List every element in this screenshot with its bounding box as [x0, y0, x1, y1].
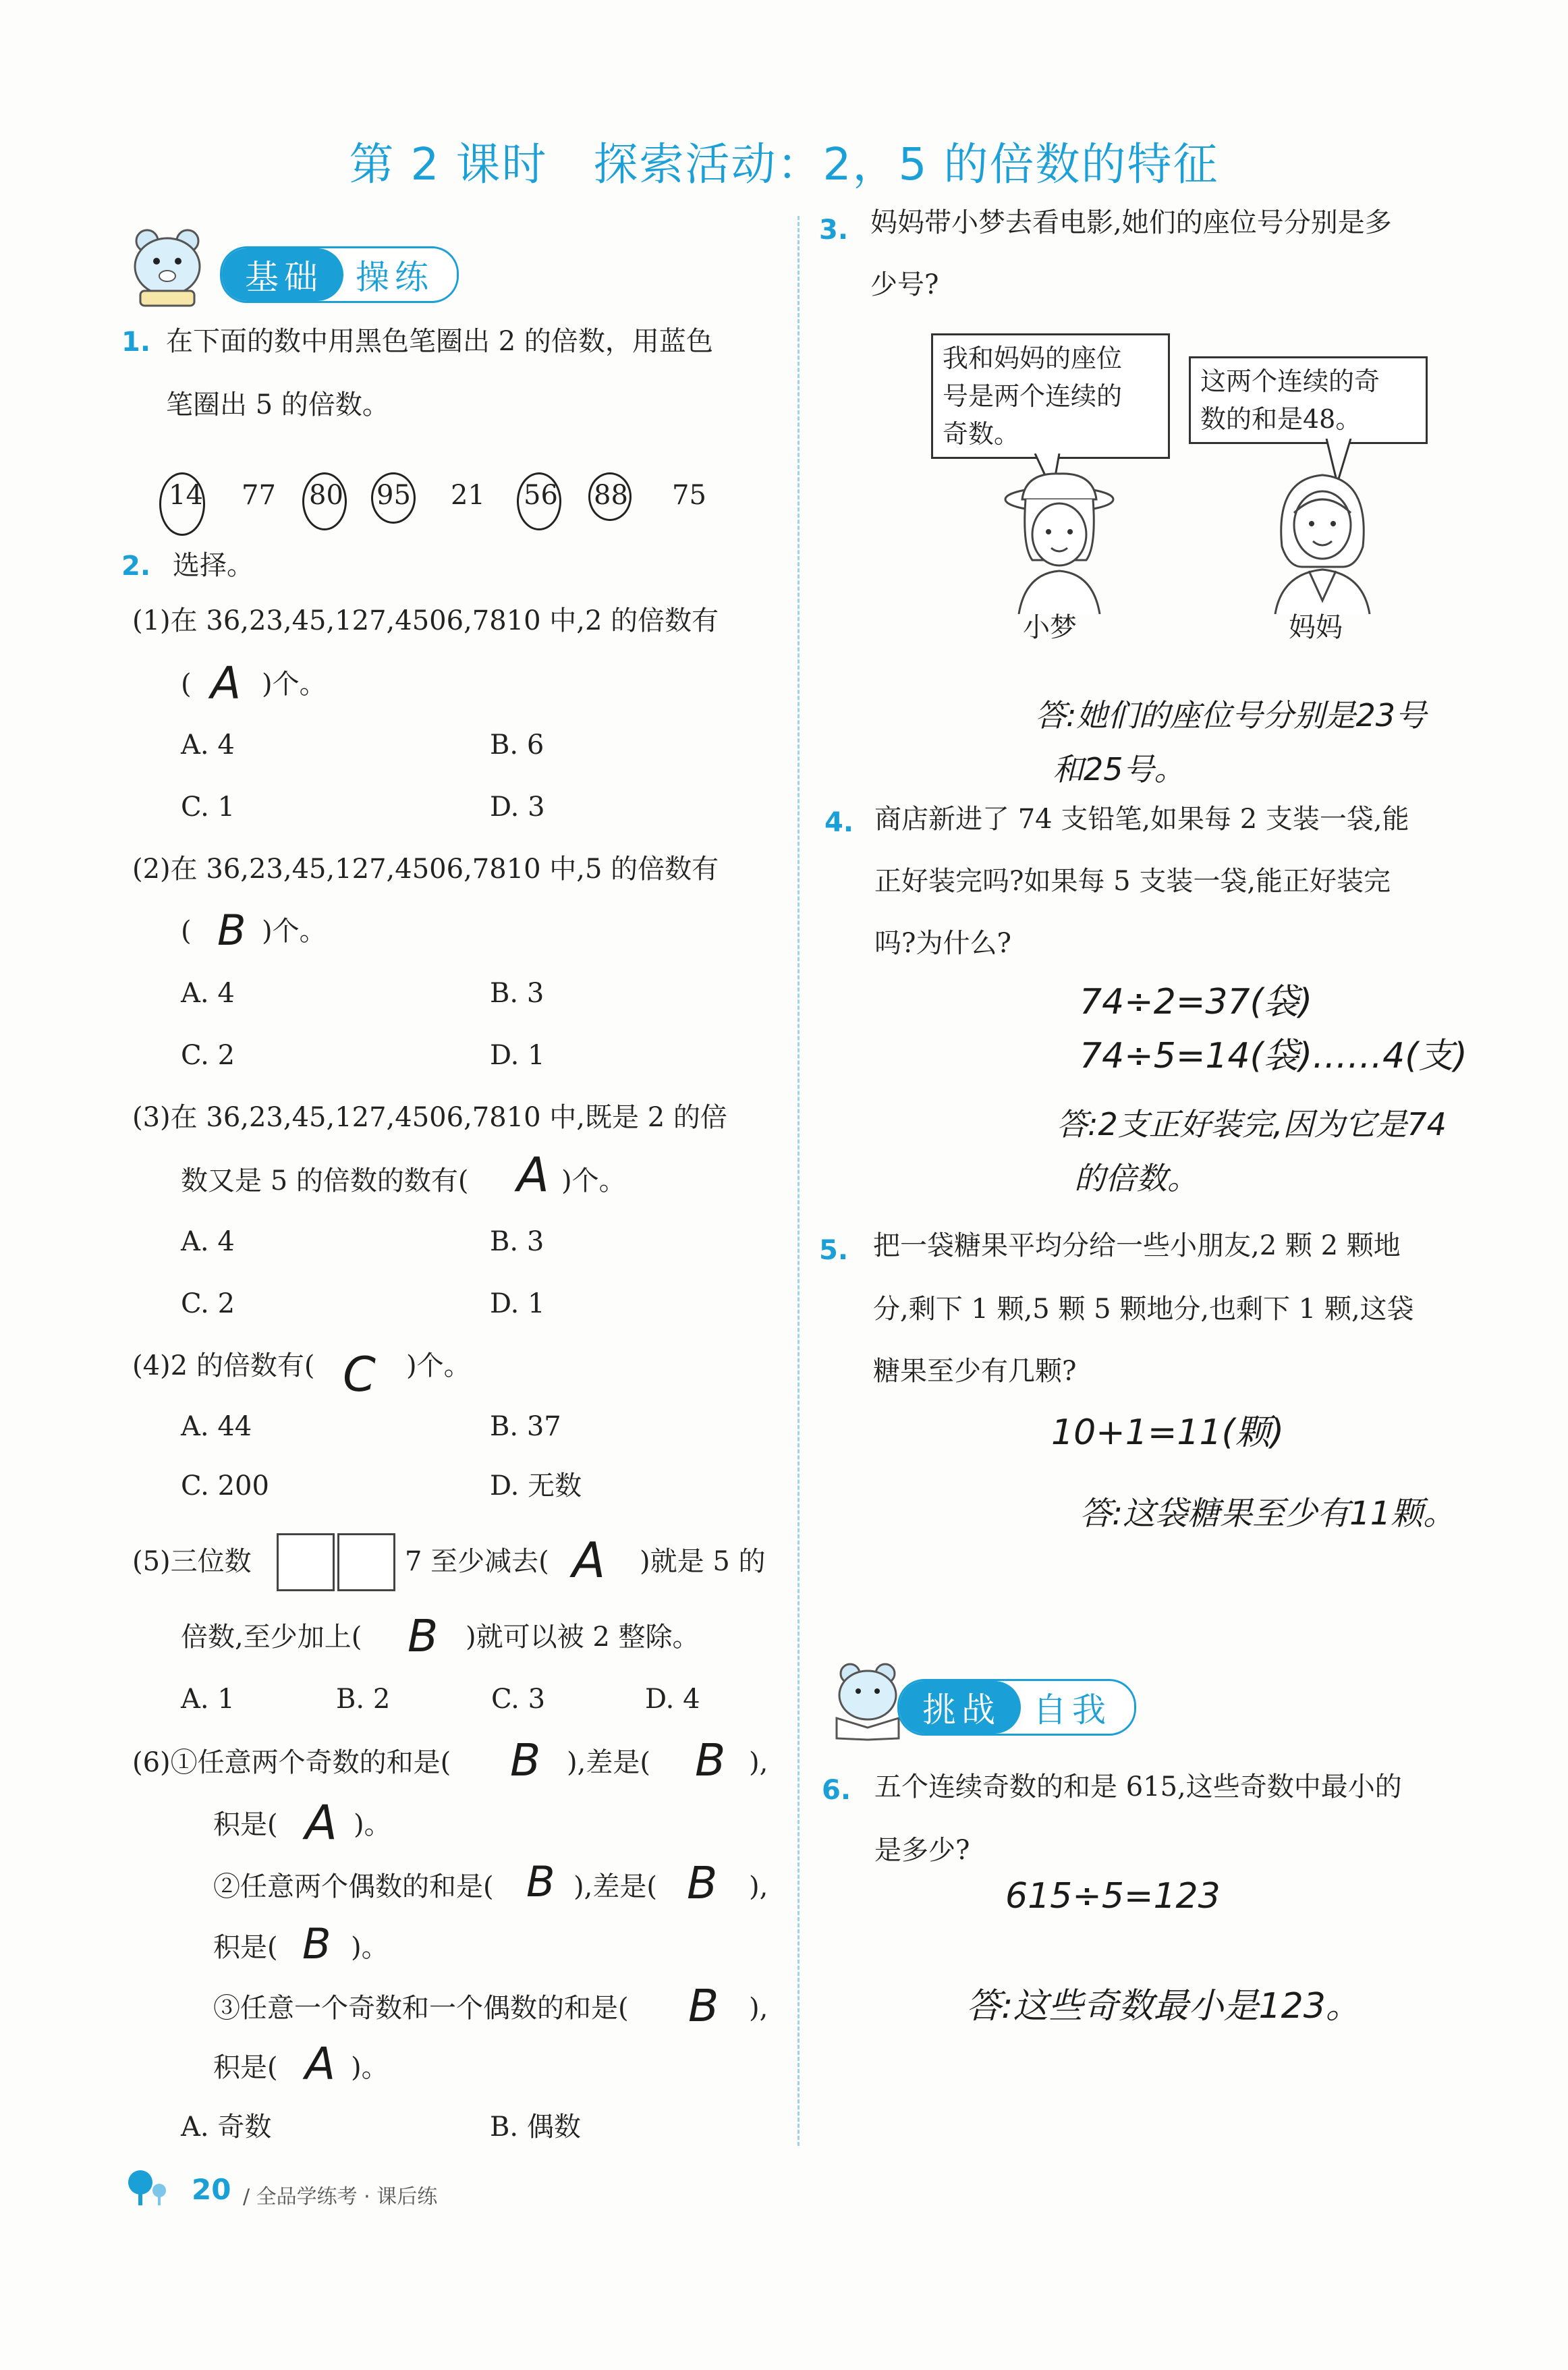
q4-number: 4.: [824, 807, 854, 838]
q5-line1: 把一袋糖果平均分给一些小朋友,2 颗 2 颗地: [873, 1230, 1401, 1261]
q1-line2: 笔圈出 5 的倍数。: [166, 389, 389, 420]
q2-p6-r5a: ③任意一个奇数和一个偶数的和是(: [213, 1993, 629, 2024]
q6-work: 615÷5=123: [1005, 1876, 1221, 1917]
hand-circle-14: [159, 472, 205, 536]
q2-p2-opt-d: D. 1: [490, 1040, 545, 1071]
q2-p6-r5-ans: B: [688, 1980, 719, 2032]
q2-p5-stem-c: )就是 5 的: [640, 1546, 766, 1577]
q2-label: 选择。: [173, 550, 254, 581]
q2-p1-opt-d: D. 3: [490, 792, 545, 823]
name-mom: 妈妈: [1289, 612, 1343, 643]
q2-p6-r1c: ),: [749, 1747, 768, 1778]
q6-number: 6.: [822, 1775, 851, 1806]
hand-circle-56: [517, 472, 561, 530]
q4-answer-line1: 答:2支正好装完,因为它是74: [1057, 1106, 1447, 1142]
q2-p4-opt-b: B. 37: [490, 1411, 561, 1442]
q5-line3: 糖果至少有几颗?: [873, 1356, 1077, 1387]
q4-line3: 吗?为什么?: [874, 928, 1011, 959]
q2-p5-answer1: A: [572, 1532, 606, 1589]
q2-p2-answer: B: [217, 906, 246, 955]
q1-line1: 在下面的数中用黑色笔圈出 2 的倍数，用蓝色: [166, 326, 713, 357]
q2-number: 2.: [121, 551, 151, 582]
q2-p6-r4-ans: B: [302, 1919, 331, 1968]
q2-p6-r3a: ②任意两个偶数的和是(: [213, 1871, 494, 1902]
q2-p4-opt-a: A. 44: [181, 1411, 252, 1442]
q2-p6-opt-a: A. 奇数: [181, 2112, 272, 2143]
q2-p5-answer2: B: [408, 1610, 439, 1662]
q2-p6-r4a: 积是(: [213, 1932, 278, 1963]
q5-number: 5.: [819, 1235, 849, 1266]
q2-p6-r2b: )。: [354, 1809, 391, 1840]
mom-illustration: [1255, 466, 1390, 614]
q1-num-80: 80: [309, 480, 343, 511]
q2-p5-opt-b: B. 2: [336, 1684, 391, 1715]
q1-num-77: 77: [242, 480, 276, 511]
q2-p4-opt-d: D. 无数: [490, 1470, 582, 1501]
q2-p5-stem-b: 7 至少减去(: [405, 1546, 549, 1577]
q2-p6-r6-ans: A: [305, 2038, 336, 2090]
q2-p1-paren-open: (: [181, 669, 192, 700]
q2-p6-r3b: ),差是(: [573, 1871, 657, 1902]
q1-num-14: 14: [169, 480, 203, 511]
q2-p6-r1a: (6)①任意两个奇数的和是(: [132, 1747, 451, 1778]
section-challenge-b: 自我: [1021, 1683, 1134, 1732]
q2-p6-opt-b: B. 偶数: [490, 2112, 581, 2143]
q2-p5-stem-e: )就可以被 2 整除。: [466, 1622, 700, 1653]
q2-p4-stem: (4)2 的倍数有(: [132, 1350, 315, 1381]
footer-text: / 全品学练考 · 课后练: [243, 2185, 438, 2209]
q1-num-75: 75: [672, 480, 706, 511]
q1-num-95: 95: [376, 480, 411, 511]
q3-line2: 少号?: [870, 269, 939, 300]
tree-logo-icon: [125, 2168, 173, 2208]
q2-p3-opt-b: B. 3: [490, 1226, 544, 1257]
q2-p4-answer: C: [343, 1347, 376, 1402]
q2-p6-r3c: ),: [749, 1871, 768, 1902]
q2-p5-stem-d: 倍数,至少加上(: [181, 1622, 362, 1653]
q2-p5-stem-a: (5)三位数: [132, 1546, 252, 1577]
q2-p3-answer: A: [517, 1147, 549, 1203]
q2-p6-r5b: ),: [749, 1993, 768, 2024]
q2-p1-opt-b: B. 6: [490, 729, 544, 761]
page-number: 20: [192, 2173, 231, 2206]
section-header-challenge: [897, 1679, 1136, 1736]
q2-p2-paren-open: (: [181, 916, 192, 947]
q2-p5-opt-a: A. 1: [181, 1684, 235, 1715]
q2-p6-r6b: )。: [351, 2052, 389, 2083]
column-divider: [797, 216, 800, 2146]
q5-line2: 分,剩下 1 颗,5 颗 5 颗地分,也剩下 1 颗,这袋: [873, 1294, 1414, 1325]
q1-num-56: 56: [524, 480, 558, 511]
q2-p6-r1-ans1: B: [510, 1734, 541, 1786]
speech-bubble-mom: [1189, 356, 1428, 444]
digit-box-2: [337, 1533, 395, 1591]
q2-p6-r3-ans1: B: [526, 1857, 555, 1906]
q4-line1: 商店新进了 74 支铅笔,如果每 2 支装一袋,能: [874, 804, 1409, 835]
q2-p2-opt-a: A. 4: [181, 978, 235, 1009]
q2-p2-paren-close: )个。: [262, 916, 327, 947]
q2-p6-r1b: ),差是(: [567, 1747, 650, 1778]
q3-line1: 妈妈带小梦去看电影,她们的座位号分别是多: [870, 207, 1392, 238]
hand-circle-95: [371, 472, 416, 524]
hand-circle-88: [588, 472, 632, 521]
bubble2-line1: 这两个连续的奇: [1200, 366, 1380, 396]
q1-number: 1.: [121, 327, 151, 358]
bubble1-line2: 号是两个连续的: [943, 381, 1123, 411]
q2-p6-r2a: 积是(: [213, 1809, 278, 1840]
q2-p1-answer: A: [211, 657, 242, 709]
xiaomeng-illustration: [992, 472, 1127, 614]
q4-answer-line2: 的倍数。: [1074, 1160, 1198, 1196]
digit-box-1: [277, 1533, 335, 1591]
q2-p3-opt-c: C. 2: [181, 1288, 235, 1319]
q2-p4-paren-close: )个。: [406, 1350, 471, 1381]
q4-line2: 正好装完吗?如果每 5 支装一袋,能正好装完: [874, 866, 1391, 897]
q6-answer: 答:这些奇数最小是123。: [966, 1986, 1361, 2027]
page-title: 第 2 课时 探索活动：2，5 的倍数的特征: [349, 138, 1219, 190]
name-xiaomeng: 小梦: [1023, 612, 1077, 643]
q3-answer-line1: 答:她们的座位号分别是23号: [1035, 697, 1427, 734]
q2-p3-stem2: 数又是 5 的倍数的数有(: [181, 1165, 469, 1196]
q1-num-21: 21: [451, 480, 485, 511]
q2-p3-opt-a: A. 4: [181, 1226, 235, 1257]
q2-p1-opt-c: C. 1: [181, 792, 235, 823]
q2-p3-paren-close: )个。: [561, 1165, 626, 1196]
section-basic-a: 基础: [222, 248, 343, 301]
q5-work: 10+1=11(颗): [1051, 1412, 1285, 1453]
section-header-basic: [220, 246, 459, 303]
q6-line1: 五个连续奇数的和是 615,这些奇数中最小的: [874, 1771, 1402, 1802]
bear-reading-mascot-icon: [827, 1660, 908, 1741]
q2-p1-opt-a: A. 4: [181, 729, 235, 761]
bubble1-line3: 奇数。: [943, 419, 1020, 449]
q2-p5-opt-c: C. 3: [491, 1684, 546, 1715]
q2-p4-opt-c: C. 200: [181, 1470, 269, 1501]
q2-p2-opt-c: C. 2: [181, 1040, 235, 1071]
hand-circle-80: [302, 472, 347, 530]
bubble1-line1: 我和妈妈的座位: [943, 343, 1123, 373]
q4-work2: 74÷5=14(袋)……4(支): [1080, 1036, 1467, 1076]
q2-p3-opt-d: D. 1: [490, 1288, 545, 1319]
q2-p6-r1-ans2: B: [695, 1734, 726, 1786]
speech-bubble-xiaomeng: [931, 333, 1170, 459]
section-challenge-a: 挑战: [899, 1681, 1021, 1734]
q2-p2-opt-b: B. 3: [490, 978, 544, 1009]
q2-p2-stem: (2)在 36,23,45,127,4506,7810 中,5 的倍数有: [132, 854, 719, 885]
q2-p5-opt-d: D. 4: [645, 1684, 700, 1715]
q2-p6-r6a: 积是(: [213, 2052, 278, 2083]
bear-mascot-icon: [120, 226, 215, 307]
q3-answer-line2: 和25号。: [1053, 751, 1185, 788]
q5-answer: 答:这袋糖果至少有11颗。: [1080, 1495, 1456, 1533]
q2-p6-r2-ans: A: [305, 1795, 337, 1850]
q4-work1: 74÷2=37(袋): [1080, 982, 1313, 1022]
bubble2-line2: 数的和是48。: [1200, 404, 1362, 434]
q1-num-88: 88: [594, 480, 628, 511]
section-basic-b: 操练: [343, 250, 457, 299]
q2-p3-stem1: (3)在 36,23,45,127,4506,7810 中,既是 2 的倍: [132, 1102, 727, 1133]
q2-p1-paren-close: )个。: [262, 669, 327, 700]
q2-p1-stem: (1)在 36,23,45,127,4506,7810 中,2 的倍数有: [132, 605, 719, 636]
q2-p6-r3-ans2: B: [687, 1857, 718, 1909]
q3-number: 3.: [819, 215, 849, 246]
q6-line2: 是多少?: [874, 1835, 970, 1866]
q2-p6-r4b: )。: [351, 1932, 389, 1963]
